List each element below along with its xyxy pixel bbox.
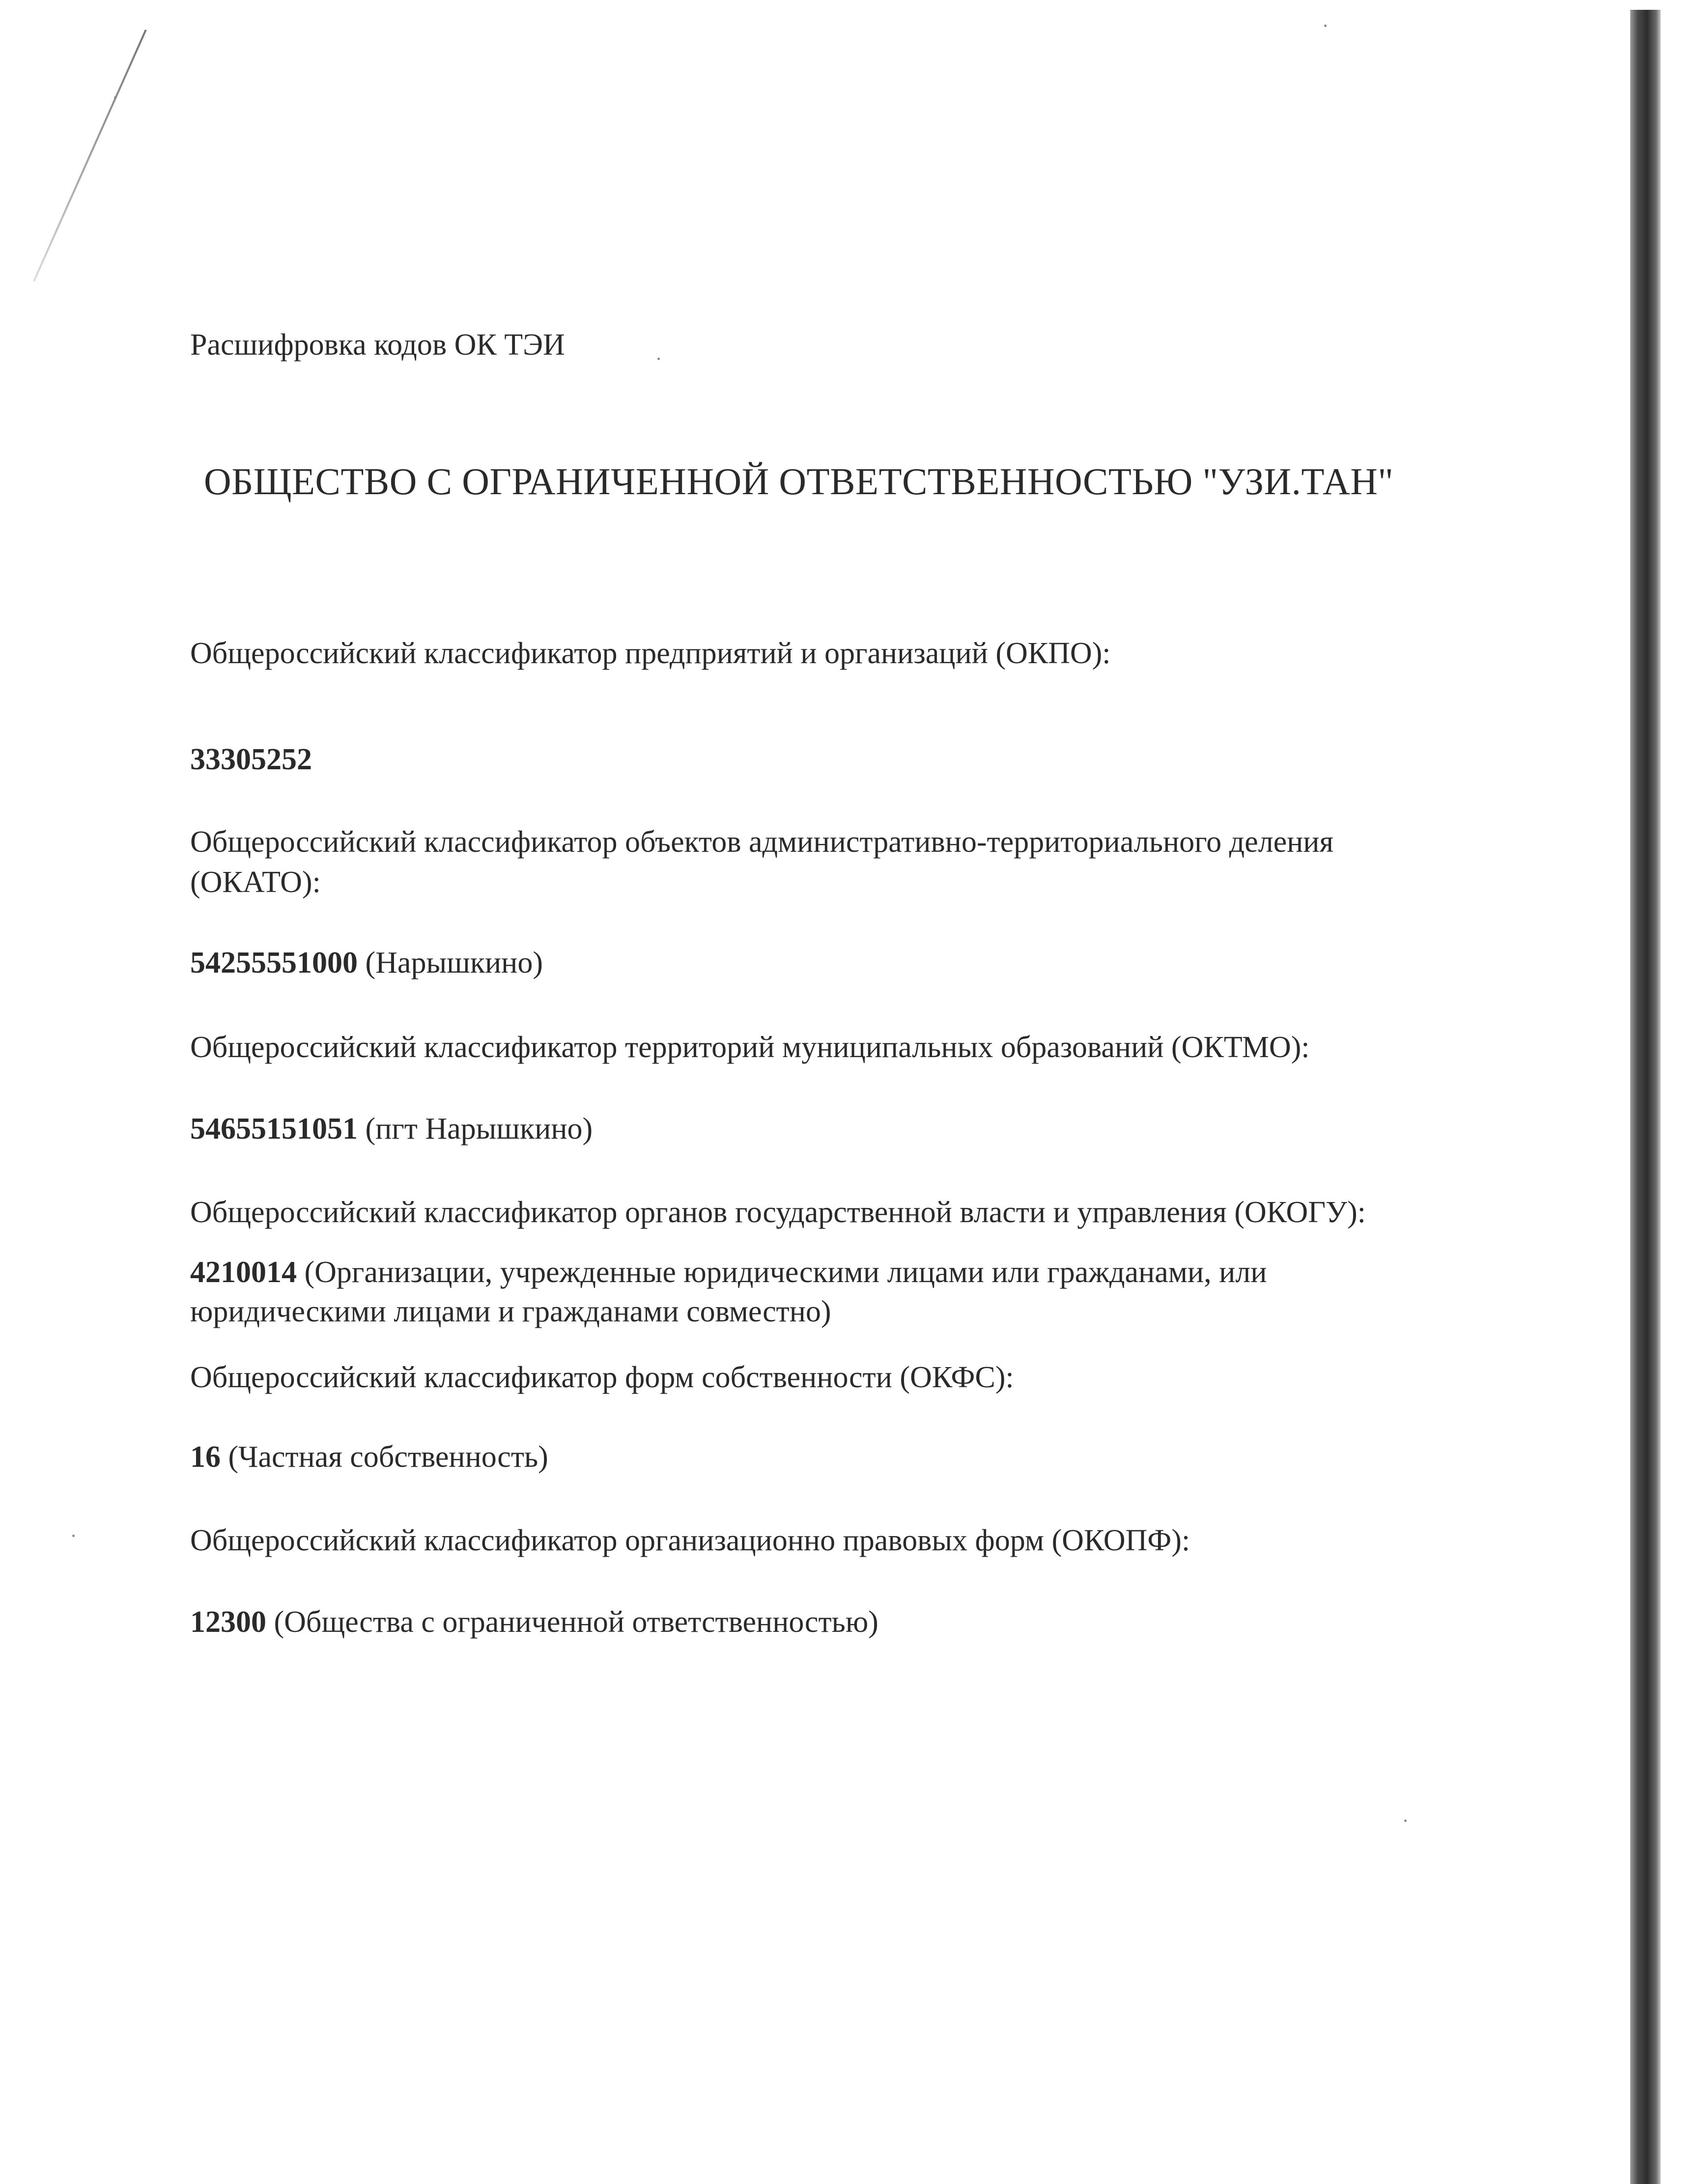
scan-speck — [657, 358, 660, 360]
okpo-label: Общероссийский классификатор предприятий и организаций (ОКПО): — [190, 637, 1111, 670]
okopf-code: 12300 — [190, 1605, 266, 1639]
scan-speck — [1404, 1820, 1407, 1822]
okfs-value — [190, 1435, 548, 1479]
okpo-code: 33305252 — [190, 743, 312, 776]
okfs-description: (Частная собственность) — [221, 1440, 548, 1474]
okfs-label: Общероссийский классификатор форм собственности (ОКФС): — [190, 1361, 1014, 1394]
okogu-label: Общероссийский классификатор органов государственной власти и управления (ОКОГУ): — [190, 1196, 1366, 1229]
okato-value — [190, 941, 543, 984]
okfs-code: 16 — [190, 1440, 221, 1474]
scan-speck — [1324, 25, 1327, 27]
okogu-value-line-1 — [190, 1251, 1267, 1294]
okogu-code: 4210014 — [190, 1256, 297, 1289]
company-title: ОБЩЕСТВО С ОГРАНИЧЕННОЙ ОТВЕТСТВЕННОСТЬЮ "УЗИ.ТАН" — [204, 460, 1394, 503]
okopf-value — [190, 1600, 878, 1644]
okpo-value — [190, 738, 312, 781]
scan-speck — [72, 1535, 75, 1537]
oktmo-code: 54655151051 — [190, 1112, 358, 1146]
scan-border-shadow — [1630, 10, 1661, 2184]
okopf-label: Общероссийский классификатор организационно правовых форм (ОКОПФ): — [190, 1524, 1190, 1557]
okato-label-line-1: Общероссийский классификатор объектов административно-территориального деления — [190, 825, 1333, 859]
okato-description: (Нарышкино) — [358, 946, 543, 980]
scan-speck — [114, 96, 116, 99]
okopf-description: (Общества с ограниченной ответственностью) — [266, 1605, 878, 1639]
oktmo-label: Общероссийский классификатор территорий муниципальных образований (ОКТМО): — [190, 1031, 1310, 1064]
document-header: Расшифровка кодов ОК ТЭИ — [190, 328, 565, 362]
scan-artifact-line — [33, 29, 146, 281]
oktmo-value — [190, 1107, 593, 1150]
okogu-description-line-1: (Организации, учрежденные юридическими лицами или гражданами, или — [297, 1256, 1267, 1289]
okato-code: 54255551000 — [190, 946, 358, 980]
okato-label-line-2: (ОКАТО): — [190, 866, 321, 899]
oktmo-description: (пгт Нарышкино) — [358, 1112, 593, 1146]
okogu-description-line-2: юридическими лицами и гражданами совместно) — [190, 1295, 831, 1328]
